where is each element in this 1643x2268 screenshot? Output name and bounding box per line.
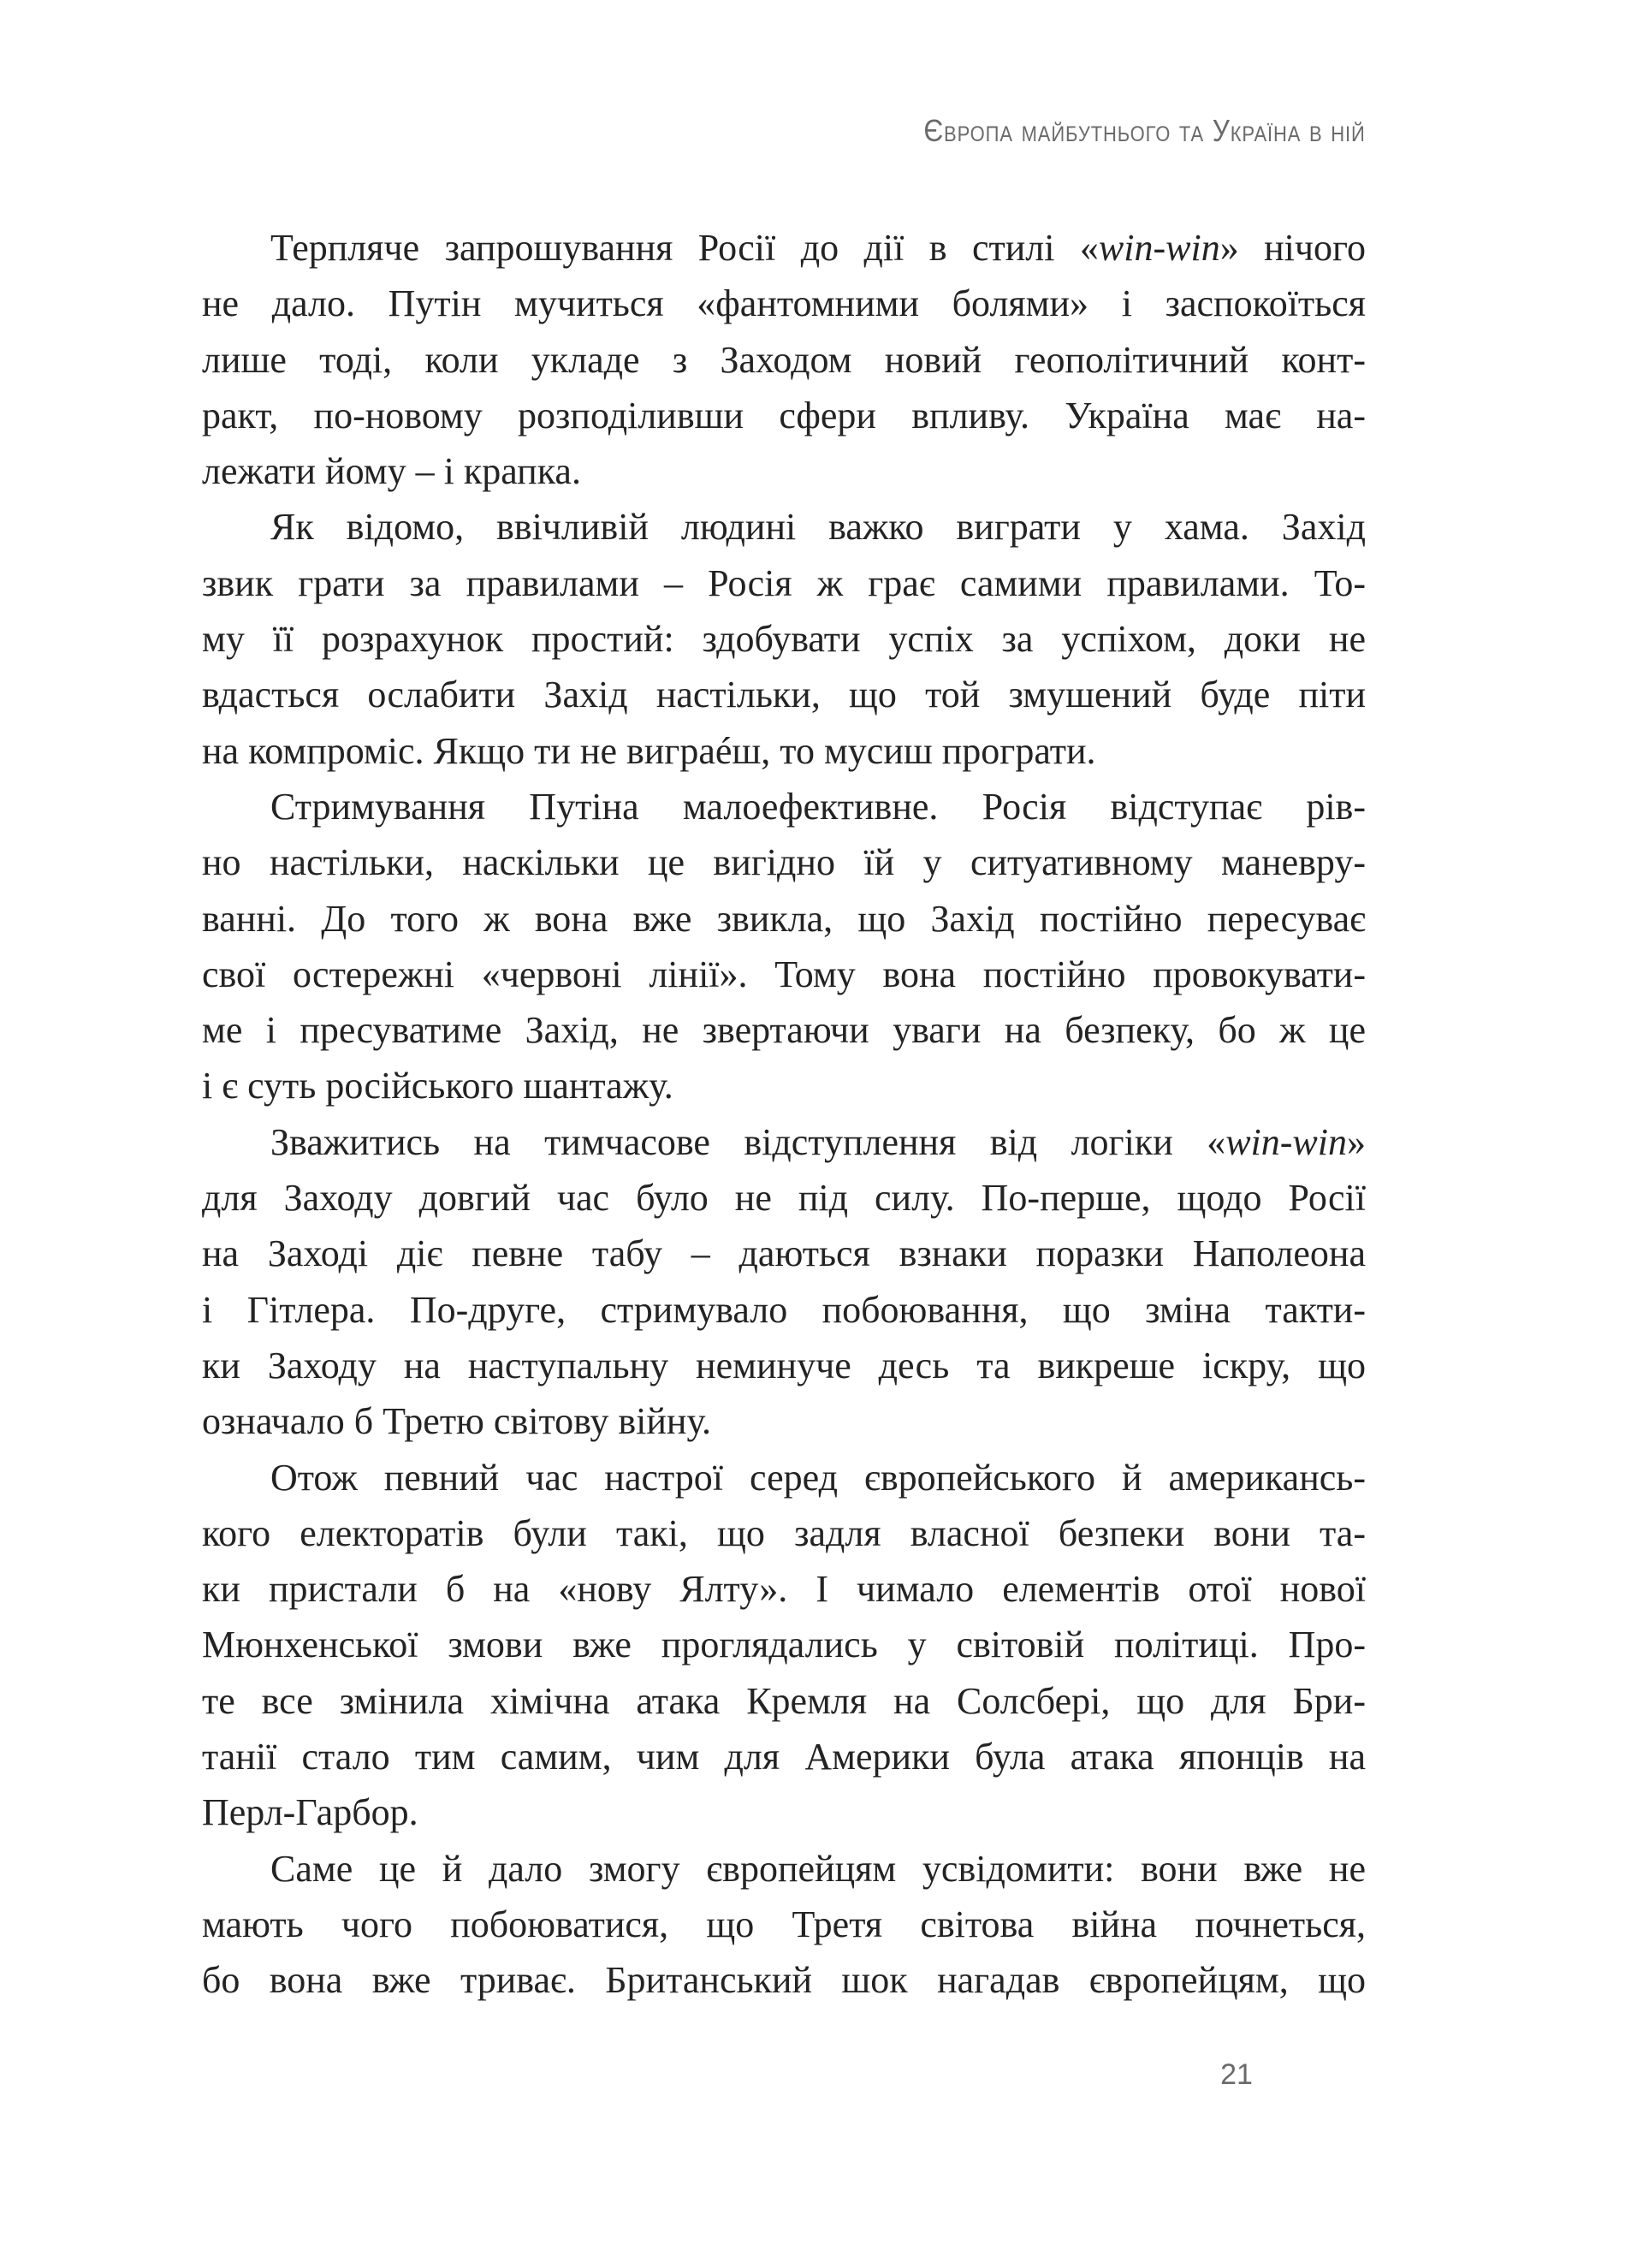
text-line: кого електоратів були такі, що задля власної безпеки вони та- (202, 1511, 1366, 1554)
text-line: Отож певний час настрої серед європейського й американсь- (270, 1456, 1366, 1499)
text-line: те все змінила хімічна атака Кремля на Солсбері, що для Бри- (202, 1679, 1366, 1722)
text-line: звик грати за правилами – Росія ж грає самими правилами. То- (202, 561, 1366, 604)
text-line: і є суть російського шантажу. (202, 1065, 673, 1107)
text-line: но настільки, наскільки це вигідно їй у ситуативному маневру- (202, 841, 1366, 884)
paragraph (202, 1841, 1366, 2009)
text-line: Терпляче запрошування Росії до дії в стилі «win-win» нічого (270, 227, 1366, 269)
text-line: для Заходу довгий час було не під силу. По-перше, щодо Росії (202, 1177, 1366, 1220)
paragraph (202, 1114, 1366, 1450)
text-line: ки Заходу на наступальну неминуче десь та викреше іскру, що (202, 1344, 1366, 1386)
paragraph (202, 220, 1366, 499)
text-line: бо вона вже триває. Британський шок нагадав європейцям, що (202, 1959, 1366, 2002)
paragraph (202, 1450, 1366, 1841)
text-line: ванні. До того ж вона вже звикла, що Захід постійно пересуває (202, 897, 1366, 940)
body-text (202, 220, 1366, 2009)
text-line: Мюнхенської змови вже проглядались у світовій політиці. Про- (202, 1624, 1366, 1666)
paragraph (202, 499, 1366, 778)
text-line: Зважитись на тимчасове відступлення від логіки «win-win» (270, 1120, 1366, 1163)
paragraph (202, 779, 1366, 1114)
text-line: Саме це й дало змогу європейцям усвідомити: вони вже не (270, 1847, 1366, 1890)
text-line: не дало. Путін мучиться «фантомними болями» і заспокоїться (202, 282, 1366, 325)
text-line: означало б Третю світову війну. (202, 1400, 712, 1443)
running-head: Європа майбутнього та Україна в ній (923, 113, 1366, 148)
text-line: на компроміс. Якщо ти не виграéш, то мусиш програти. (202, 729, 1096, 772)
text-line: танії стало тим самим, чим для Америки була атака японців на (202, 1736, 1366, 1778)
text-line: на Заході діє певне табу – даються взнаки поразки Наполеона (202, 1232, 1366, 1275)
text-line: і Гітлера. По-друге, стримувало побоювання, що зміна такти- (202, 1288, 1366, 1331)
text-line: ме і пресуватиме Захід, не звертаючи уваги на безпеку, бо ж це (202, 1009, 1366, 1052)
page-number: 21 (1220, 2058, 1253, 2091)
text-line: Перл-Гарбор. (202, 1791, 418, 1834)
text-line: ки пристали б на «нову Ялту». І чимало елементів отої нової (202, 1568, 1366, 1611)
text-line: лише тоді, коли укладе з Заходом новий геополітичний конт- (202, 338, 1366, 381)
text-line: му її розрахунок простий: здобувати успіх за успіхом, доки не (202, 618, 1366, 661)
text-line: ракт, по-новому розподіливши сфери впливу. Україна має на- (202, 394, 1366, 436)
text-line: лежати йому – і крапка. (202, 450, 581, 493)
text-line: Стримування Путіна малоефективне. Росія відступає рів- (270, 785, 1366, 828)
text-line: свої остережні «червоні лінії». Тому вона постійно провокувати- (202, 953, 1366, 995)
text-line: Як відомо, ввічливій людині важко виграти у хама. Захід (270, 506, 1366, 549)
text-line: мають чого побоюватися, що Третя світова війна почнеться, (202, 1903, 1366, 1945)
text-line: вдасться ослабити Захід настільки, що той змушений буде піти (202, 674, 1366, 716)
